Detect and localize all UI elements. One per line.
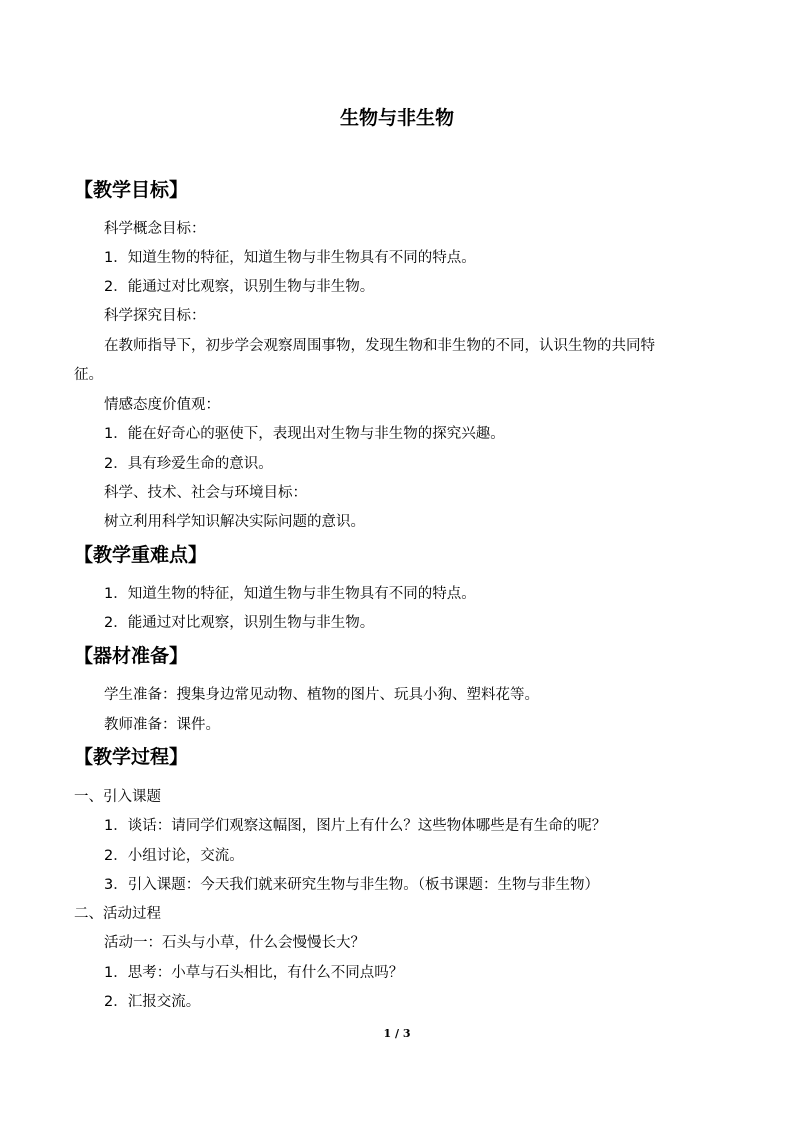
process-line: 一、引入课题 [74, 789, 161, 805]
goals-line: 科学探究目标： [104, 308, 206, 324]
goals-line: 1．知道生物的特征，知道生物与非生物具有不同的特点。 [104, 250, 476, 266]
key-points-line: 2．能通过对比观察，识别生物与非生物。 [104, 615, 375, 631]
goals-line: 科学概念目标： [104, 221, 206, 237]
section-heading-process: 【教学过程】 [74, 746, 189, 768]
section-heading-materials: 【器材准备】 [74, 645, 189, 667]
section-heading-key-points: 【教学重难点】 [74, 544, 208, 566]
process-line: 二、活动过程 [74, 906, 161, 922]
page-number: 1 / 3 [383, 1027, 411, 1040]
goals-line: 树立利用科学知识解决实际问题的意识。 [104, 514, 365, 530]
section-heading-goals: 【教学目标】 [74, 179, 189, 201]
process-line: 2．汇报交流。 [104, 994, 201, 1010]
goals-line: 情感态度价值观： [104, 397, 220, 413]
process-line: 1．谈话：请同学们观察这幅图，图片上有什么？这些物体哪些是有生命的呢？ [104, 818, 607, 834]
materials-line: 学生准备：搜集身边常见动物、植物的图片、玩具小狗、塑料花等。 [104, 687, 539, 703]
goals-line: 科学、技术、社会与环境目标： [104, 485, 307, 501]
key-points-line: 1．知道生物的特征，知道生物与非生物具有不同的特点。 [104, 586, 476, 602]
goals-line: 征。 [74, 367, 103, 383]
process-line: 3．引入课题：今天我们就来研究生物与非生物。（板书课题：生物与非生物） [104, 877, 599, 893]
goals-line: 在教师指导下，初步学会观察周围事物，发现生物和非生物的不同，认识生物的共同特 [104, 338, 655, 354]
process-line: 2．小组讨论，交流。 [104, 848, 244, 864]
page-title: 生物与非生物 [339, 107, 454, 129]
goals-line: 2．具有珍爱生命的意识。 [104, 456, 273, 472]
process-line: 活动一：石头与小草，什么会慢慢长大？ [104, 935, 365, 951]
process-line: 1．思考：小草与石头相比，有什么不同点吗？ [104, 965, 404, 981]
materials-line: 教师准备：课件。 [104, 717, 220, 733]
goals-line: 2．能通过对比观察，识别生物与非生物。 [104, 279, 375, 295]
goals-line: 1．能在好奇心的驱使下，表现出对生物与非生物的探究兴趣。 [104, 426, 505, 442]
